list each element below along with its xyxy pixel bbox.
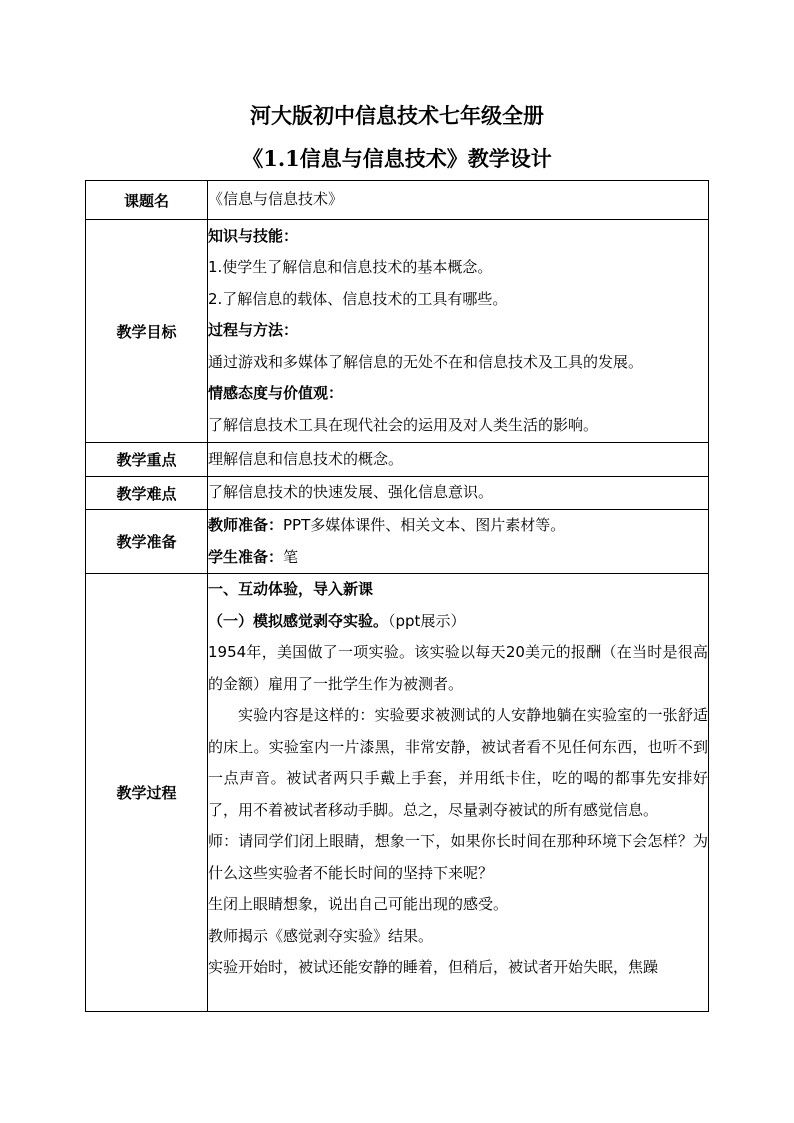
process-label: 教学过程 [86,574,208,1012]
key-points-cell [208,443,709,477]
table-row-difficulties [86,477,709,510]
sub-heading: （一）模拟感觉剥夺实验。 [208,611,389,630]
teacher-preparation-value: PPT多媒体课件、相关文本、图片素材等。 [283,516,566,534]
process-cell [208,574,709,1012]
difficulties-cell [208,477,709,510]
difficulties-value: 了解信息技术的快速发展、强化信息意识。 [208,483,494,502]
process-method-heading: 过程与方法： [208,321,299,340]
knowledge-item-1: 1.使学生了解信息和信息技术的基本概念。 [208,258,493,277]
objectives-label: 教学目标 [86,220,208,443]
knowledge-heading: 知识与技能： [208,226,299,245]
topic-label: 课题名 [86,181,208,220]
process-method-text: 通过游戏和多媒体了解信息的无处不在和信息技术及工具的发展。 [208,352,644,371]
table-row-process [86,574,709,1012]
emotion-text: 了解信息技术工具在现代社会的运用及对人类生活的影响。 [208,415,599,434]
emotion-heading: 情感态度与价值观： [208,384,344,403]
paragraph-experiment-content: 实验内容是这样的：实验要求被测试的人安静地躺在实验室的一张舒适的床上。实验室内一片漆黑，非常安静，被试者看不见任何东西，也听不到一点声音。被试者两只手戴上手套，并用纸卡住，吃的喝的都事先安排好了，用不着被试者移动手脚。总之，尽量剥夺被试的所有感觉信息。 [208,706,708,819]
key-points-value: 理解信息和信息技术的概念。 [208,449,404,468]
sub-heading-note: （ppt展示） [388,611,466,630]
table-row-topic [86,181,709,220]
paragraph-teacher-reveal: 教师揭示《感觉剥夺实验》结果。 [208,926,434,945]
document-subtitle: 《1.1信息与信息技术》教学设计 [242,146,552,171]
table-row-objectives [86,220,709,443]
document-title: 河大版初中信息技术七年级全册 [250,103,544,128]
preparation-cell [208,510,709,574]
teacher-preparation-label: 教师准备： [208,516,284,534]
preparation-label: 教学准备 [86,510,208,574]
student-preparation-label: 学生准备： [208,547,284,566]
section-heading: 一、互动体验，导入新课 [208,580,374,598]
lesson-plan-table [85,180,709,1012]
paragraph-student-activity: 生闭上眼睛想象，说出自己可能出现的感受。 [208,895,509,913]
topic-value-cell [208,181,709,220]
student-preparation [208,542,708,574]
key-points-label: 教学重点 [86,443,208,477]
objectives-cell [208,220,709,443]
teacher-preparation [208,510,708,542]
paragraph-teacher-question: 师：请同学们闭上眼睛，想象一下，如果你长时间在那种环境下会怎样？为什么这些实验者不能长时间的坚持下来呢？ [208,832,708,882]
sub-heading-line [208,606,708,638]
paragraph-experiment-intro: 1954年，美国做了一项实验。该实验以每天20美元的报酬（在当时是很高的金额）雇用了一批学生作为被测者。 [208,643,708,693]
table-row-preparation [86,510,709,574]
paragraph-experiment-result: 实验开始时，被试还能安静的睡着，但稍后，被试者开始失眠，焦躁 [208,958,659,976]
difficulties-label: 教学难点 [86,477,208,510]
topic-value: 《信息与信息技术》 [208,190,344,209]
process-content [208,574,708,1011]
student-preparation-value: 笔 [283,547,299,566]
table-row-key-points [86,443,709,477]
knowledge-item-2: 2.了解信息的载体、信息技术的工具有哪些。 [208,289,508,308]
